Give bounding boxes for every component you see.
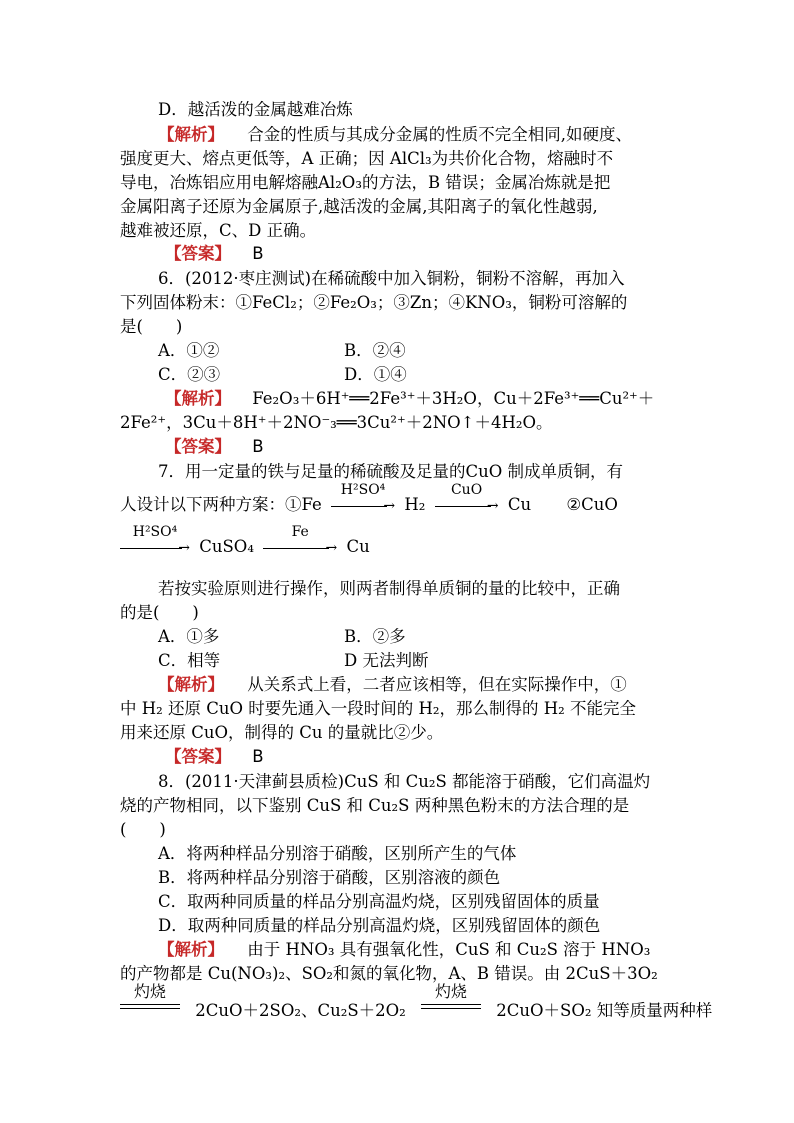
answer-line xyxy=(165,436,264,458)
arrow-condition: CuO xyxy=(450,481,483,498)
analysis-line xyxy=(165,388,654,410)
analysis-text: 中 H₂ 还原 CuO 时要先通入一段时间的 H₂，那么制得的 H₂ 不能完全 xyxy=(120,699,637,718)
answer-line xyxy=(165,746,264,768)
question-7-stem: 的是( ) xyxy=(120,603,199,622)
answer-value: B xyxy=(252,244,264,263)
reaction-arrow xyxy=(421,981,481,1023)
option-c: C．相等 xyxy=(158,651,221,670)
analysis-text: 合金的性质与其成分金属的性质不完全相同,如硬度、 xyxy=(247,125,632,144)
arrow-condition: Fe xyxy=(291,523,309,540)
answer-value: B xyxy=(252,747,264,766)
option-b: B．②④ xyxy=(344,341,406,360)
option-d: D．①④ xyxy=(344,365,407,384)
reaction-arrow: H²SO⁴ → xyxy=(331,495,395,517)
question-8-stem: 8．(2011·天津蓟县质检)CuS 和 Cu₂S 都能溶于硝酸，它们高温灼 xyxy=(158,772,651,791)
answer-value: B xyxy=(252,437,264,456)
question-8-stem: 烧的产物相同，以下鉴别 CuS 和 Cu₂S 两种黑色粉末的方法合理的是 xyxy=(120,796,630,815)
analysis-text: 金属阳离子还原为金属原子,越活泼的金属,其阳离子的氧化性越弱, xyxy=(120,197,598,216)
scheme-text: Cu xyxy=(507,495,532,514)
scheme-text: CuSO₄ xyxy=(199,537,254,556)
analysis-text: 导电，冶炼铝应用电解熔融Al₂O₃的方法，B 错误；金属冶炼就是把 xyxy=(120,173,611,192)
analysis-text: 强度更大、熔点更低等，A 正确；因 AlCl₃为共价化合物，熔融时不 xyxy=(120,149,614,168)
answer-tag: 【答案】 xyxy=(165,747,231,766)
answer-tag: 【答案】 xyxy=(165,437,231,456)
arrow-condition: 灼烧 xyxy=(133,981,166,1001)
option-a: A．①② xyxy=(158,341,220,360)
question-6-stem: 是( ) xyxy=(120,317,183,336)
option-a: A．①多 xyxy=(158,627,220,646)
analysis-tag: 【解析】 xyxy=(158,940,224,959)
scheme-text: H₂ xyxy=(404,495,426,514)
reaction-arrow xyxy=(120,981,180,1023)
analysis-text: 用来还原 CuO，制得的 Cu 的量就比②少。 xyxy=(120,723,444,742)
analysis-line xyxy=(158,674,627,696)
analysis-text: 从关系式上看，二者应该相等，但在实际操作中，① xyxy=(247,675,627,694)
analysis-tag: 【解析】 xyxy=(165,389,231,408)
reaction-arrow: Fe → xyxy=(263,537,337,559)
analysis-text: 2Fe²⁺，3Cu＋8H⁺＋2NO⁻₃══3Cu²⁺＋2NO↑＋4H₂O。 xyxy=(120,413,553,432)
reaction-arrow: CuO → xyxy=(435,495,499,517)
question-6-stem: 6．(2012·枣庄测试)在稀硫酸中加入铜粉，铜粉不溶解，再加入 xyxy=(158,269,625,288)
reaction-scheme-1 xyxy=(120,481,618,517)
question-6-stem: 下列固体粉末：①FeCl₂；②Fe₂O₃；③Zn；④KNO₃，铜粉可溶解的 xyxy=(120,293,628,312)
analysis-tag: 【解析】 xyxy=(158,125,224,144)
analysis-text: 由于 HNO₃ 具有强氧化性，CuS 和 Cu₂S 溶于 HNO₃ xyxy=(247,940,651,959)
analysis-text: 的产物都是 Cu(NO₃)₂、SO₂和氮的氧化物，A、B 错误。由 2CuS＋3O₂ xyxy=(120,964,658,983)
option-c: C．②③ xyxy=(158,365,221,384)
option-line: D．越活泼的金属越难冶炼 xyxy=(158,100,353,119)
analysis-text: Fe₂O₃＋6H⁺══2Fe³⁺＋3H₂O，Cu＋2Fe³⁺══Cu²⁺＋ xyxy=(252,389,655,408)
arrow-condition: H²SO⁴ xyxy=(132,523,178,540)
answer-line xyxy=(165,243,264,265)
option-b: B．将两种样品分别溶于硝酸，区别溶液的颜色 xyxy=(158,868,501,887)
reaction-equation-line xyxy=(120,981,713,1023)
option-d: D 无法判断 xyxy=(344,651,429,670)
scheme-text: ②CuO xyxy=(566,495,618,514)
arrow-condition: 灼烧 xyxy=(435,981,468,1001)
question-7-stem: 7．用一定量的铁与足量的稀硫酸及足量的CuO 制成单质铜，有 xyxy=(158,462,624,481)
answer-tag: 【答案】 xyxy=(165,244,231,263)
reaction-arrow: H²SO⁴ → xyxy=(120,537,190,559)
analysis-line xyxy=(158,124,632,146)
option-c: C．取两种同质量的样品分别高温灼烧，区别残留固体的质量 xyxy=(158,892,600,911)
option-a: A．将两种样品分别溶于硝酸，区别所产生的气体 xyxy=(158,844,517,863)
option-d: D．取两种同质量的样品分别高温灼烧，区别残留固体的颜色 xyxy=(158,916,601,935)
scheme-text: Cu xyxy=(346,537,370,556)
analysis-text: 越难被还原，C、D 正确。 xyxy=(120,221,317,240)
question-7-stem: 若按实验原则进行操作，则两者制得单质铜的量的比较中，正确 xyxy=(158,579,620,598)
option-b: B．②多 xyxy=(344,627,406,646)
analysis-tag: 【解析】 xyxy=(158,675,224,694)
reaction-scheme-2 xyxy=(120,523,370,559)
equation-text: 2CuO＋SO₂ 知等质量两种样 xyxy=(496,1001,713,1020)
scheme-text: 人设计以下两种方案：①Fe xyxy=(120,495,322,514)
analysis-line xyxy=(158,939,650,961)
arrow-condition: H²SO⁴ xyxy=(340,481,386,498)
question-8-stem: ( ) xyxy=(120,820,166,839)
equation-text: 2CuO＋2SO₂、Cu₂S＋2O₂ xyxy=(195,1001,406,1020)
